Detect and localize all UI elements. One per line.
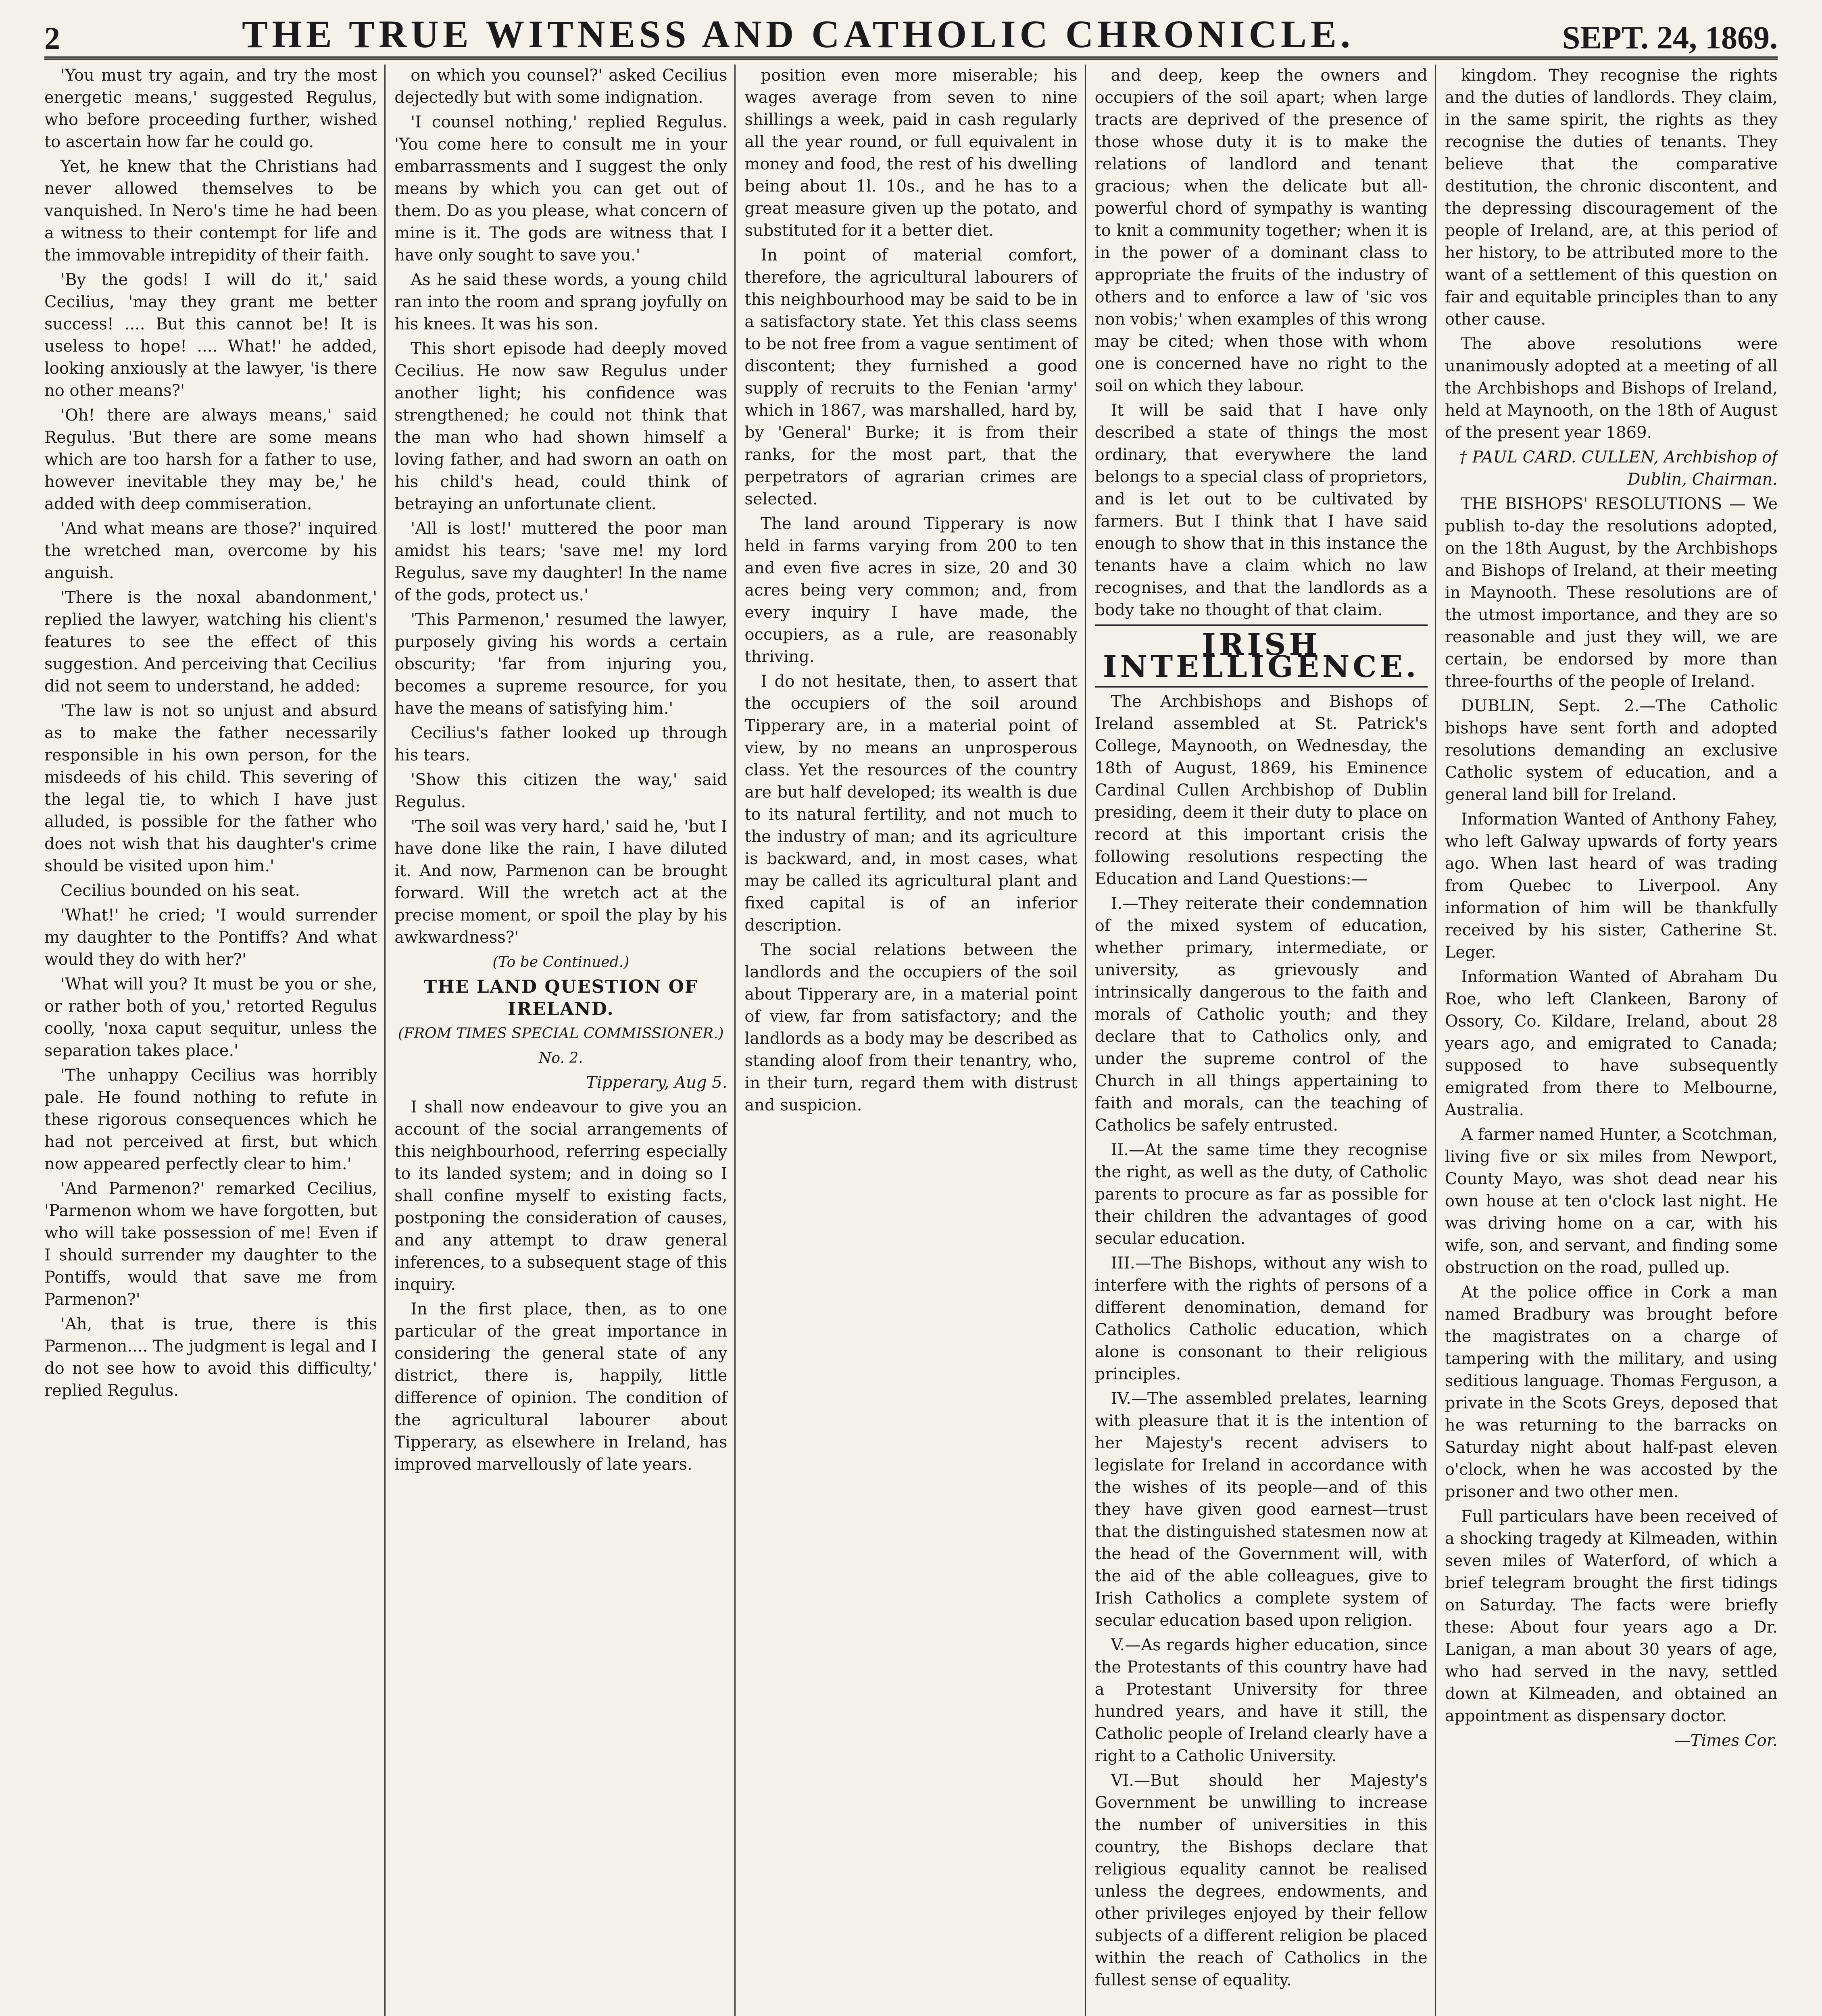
paragraph: A farmer named Hunter, a Scotchman, living five or six miles from Newport, County Mayo, was shot dead near his own house at ten o'clock last night. He was driving home on a car, with his wife, son, and servant, and finding some obstruction on the road, pulled up. (1445, 1125, 1778, 1277)
paragraph: 'What!' he cried; 'I would surrender my daughter to the Pontiffs? And what would they do with her?' (44, 906, 377, 969)
article-heading-land-question: THE LAND QUESTION OF IRELAND. (423, 977, 698, 1019)
paragraph: position even more miserable; his wages average from seven to nine shillings a week, paid in cash regularly all the year round, or full equivalent in money and food, the rest of his dwelling being about 1l. 10s., and he has to a great measure given up the potato, and substituted for it a better diet. (744, 66, 1078, 240)
article-number: No. 2. (538, 1050, 583, 1066)
column-2 (394, 65, 736, 2016)
issue-date: SEPT. 24, 1869. (1562, 20, 1778, 56)
paragraph: Cecilius bounded on his seat. (60, 881, 300, 900)
newspaper-title: THE TRUE WITNESS AND CATHOLIC CHRONICLE. (242, 12, 1354, 56)
paragraph: As he said these words, a young child ran into the room and sprang joyfully on his knees. It was his son. (394, 271, 728, 333)
source-attribution: —Times Cor. (1674, 1731, 1778, 1750)
paragraph: Information Wanted of Abraham Du Roe, who left Clankeen, Barony of Ossory, Co. Kildare, Ireland, about 28 years ago, and emigrated to Canada; supposed to have subsequently emigrated from there to Melbourne, Australia. (1445, 968, 1778, 1119)
paragraph: 'You must try again, and try the most energetic means,' suggested Regulus, who before proceeding further, wished to ascertain how far he could go. (44, 66, 377, 151)
paragraph: DUBLIN, Sept. 2.—The Catholic bishops have sent forth and adopted resolutions demanding an exclusive Catholic system of education, and a general land bill for Ireland. (1445, 697, 1778, 804)
paragraph: 'And Parmenon?' remarked Cecilius, 'Parmenon whom we have forgotten, but who will take possession of me! Even if I should surrender my daughter to the Pontiffs, would that save me from Parmenon?' (44, 1179, 377, 1309)
paragraph: Full particulars have been received of a shocking tragedy at Kilmeaden, within seven miles of Waterford, of which a brief telegram brought the first tidings on Saturday. The facts were briefly these: About four years ago a Dr. Lanigan, a man about 30 years of age, who had served in the navy, settled down at Kilmeaden, and obtained an appointment as dispensary doctor. (1445, 1507, 1778, 1725)
paragraph: and deep, keep the owners and occupiers of the soil apart; when large tracts are deprived of the presence of those whose duty it is to make the relations of landlord and tenant gracious; when the delicate but all-powerful chord of sympathy is wanting to knit a community together; when it is in the power of a dominant class to appropriate the fruits of the industry of others and to enforce a law of 'sic vos non vobis;' when examples of this wrong may be cited; when those with whom one is concerned have no right to the soil on which they labour. (1094, 66, 1428, 395)
paragraph: V.—As regards higher education, since the Protestants of this country have had a Protestant University for three hundred years, and have it still, the Catholic people of Ireland clearly have a right to a Catholic University. (1094, 1636, 1428, 1765)
to-be-continued: (To be Continued.) (492, 954, 630, 971)
paragraph: Yet, he knew that the Christians had never allowed themselves to be vanquished. In Nero's time he had been a witness to their contempt for life and the immovable intrepidity of their faith. (44, 157, 377, 264)
paragraph: 'What will you? It must be you or she, or rather both of you,' retorted Regulus coolly, 'noxa caput sequitur, unless the separation takes place.' (44, 975, 377, 1060)
paragraph: III.—The Bishops, without any wish to interfere with the rights of persons of a different denomination, demand for Catholics Catholic education, which alone is consonant to their religious principles. (1094, 1254, 1428, 1383)
paragraph: At the police office in Cork a man named Bradbury was brought before the magistrates on a charge of tampering with the military, and using seditious language. Thomas Ferguson, a private in the Scots Greys, deposed that he was returning to the barracks on Saturday night about half-past eleven o'clock, when he was accosted by the prisoner and two other men. (1445, 1283, 1778, 1501)
page-number: 2 (44, 21, 60, 56)
section-heading-irish-intelligence: IRISH INTELLIGENCE. (1095, 624, 1428, 688)
column-5 (1445, 65, 1778, 2016)
paragraph: I shall now endeavour to give you an account of the social arrangements of this neighbourhood, referring especially to its landed system; and in doing so I shall confine myself to existing facts, postponing the consideration of causes, and any attempt to draw general inferences, to a subsequent stage of this inquiry. (394, 1098, 728, 1294)
paragraph: This short episode had deeply moved Cecilius. He now saw Regulus under another light; his confidence was strengthened; he could not think that the man who had shown himself a loving father, and had sworn an oath on his child's head, could think of betraying an unfortunate client. (394, 339, 728, 513)
paragraph: VI.—But should her Majesty's Government be unwilling to increase the number of universities in this country, the Bishops declare that religious equality cannot be realised unless the degrees, endowments, and other privileges enjoyed by their fellow subjects of a different religion be placed within the reach of Catholics in the fullest sense of equality. (1094, 1771, 1428, 1989)
paragraph: IV.—The assembled prelates, learning with pleasure that it is the intention of her Majesty's recent advisers to legislate for Ireland in accordance with the wishes of its people—and of this they have given good earnest—trust that the distinguished statesmen now at the head of the Government will, with the aid of the able colleagues, give to Irish Catholics a complete system of secular education based upon religion. (1094, 1389, 1428, 1630)
column-3 (744, 65, 1086, 2016)
paragraph: In the first place, then, as to one particular of the great importance in considering the general state of any district, there is, happily, little difference of opinion. The condition of the agricultural labourer about Tipperary, as elsewhere in Ireland, has improved marvellously of late years. (394, 1300, 728, 1474)
dateline: Tipperary, Aug 5. (586, 1073, 728, 1092)
column-4 (1095, 65, 1436, 2016)
paragraph: 'Ah, that is true, there is this Parmenon.... The judgment is legal and I do not see how to avoid this difficulty,' replied Regulus. (44, 1315, 377, 1400)
paragraph: The social relations between the landlords and the occupiers of the soil about Tipperary are, in a material point of view, far from satisfactory; and the landlords as a body may be described as standing aloof from their tenantry, who, in their turn, regard them with distrust and suspicion. (744, 941, 1078, 1114)
paragraph: 'By the gods! I will do it,' said Cecilius, 'may they grant me better success! .... But this cannot be! It is useless to hope! .... What!' he added, looking anxiously at the lawyer, 'is there no other means?' (44, 271, 377, 400)
paragraph: Information Wanted of Anthony Fahey, who left Galway upwards of forty years ago. When last heard of was trading from Quebec to Liverpool. Any information of him will be thankfully received by his sister, Catherine St. Leger. (1445, 810, 1778, 962)
paragraph: THE BISHOPS' RESOLUTIONS — We publish to-day the resolutions adopted, on the 18th August, by the Archbishops and Bishops of Ireland, at their meeting in Maynooth. These resolutions are of the utmost importance, and they are so reasonable and just they will, we are certain, be endorsed by more than three-fourths of the people of Ireland. (1445, 495, 1778, 691)
paragraph: I do not hesitate, then, to assert that the occupiers of the soil around Tipperary are, in a material point of view, by no means an unprosperous class. Yet the resources of the country are but half developed; its wealth is due to its natural fertility, and not much to the industry of man; and its agriculture is backward, and, in most cases, what may be called its agricultural plant and fixed capital is of an inferior description. (744, 672, 1078, 935)
article-subheading: (FROM TIMES SPECIAL COMMISSIONER.) (398, 1025, 724, 1042)
paragraph: It will be said that I have only described a state of things the most ordinary, that everywhere the land belongs to a special class of proprietors, and is let out to be cultivated by farmers. But I think that I have said enough to show that in this instance the tenants have a claim which no law recognises, and that the landlords as a body take no thought of that claim. (1094, 401, 1428, 619)
paragraph: 'All is lost!' muttered the poor man amidst his tears; 'save me! my lord Regulus, save my daughter! In the name of the gods, protect us.' (394, 519, 728, 604)
masthead (44, 12, 1778, 60)
paragraph: 'Oh! there are always means,' said Regulus. 'But there are some means which are too harsh for a father to use, however inevitable they may be,' he added with deep commiseration. (44, 406, 377, 513)
paragraph: 'Show this citizen the way,' said Regulus. (394, 771, 728, 811)
paragraph: Cecilius's father looked up through his tears. (394, 724, 728, 764)
paragraph: 'I counsel nothing,' replied Regulus. 'You come here to consult me in your embarrassments and I suggest the only means by which you can get out of them. Do as you please, what concern of mine is it. The gods are witness that I have only sought to save you.' (394, 113, 728, 264)
paragraph: kingdom. They recognise the rights and the duties of landlords. They claim, in the same spirit, the rights as they recognise the duties of tenants. They believe that the comparative destitution, the chronic discontent, and the depressing discouragement of the people of Ireland, are, at this period of her history, to be attributed more to the want of a settlement of this question on fair and equitable principles than to any other cause. (1445, 66, 1778, 329)
paragraph: The land around Tipperary is now held in farms varying from 200 to ten and even five acres in size, 20 and 30 acres being very common; and, from every inquiry I have made, the occupiers, as a rule, are reasonably thriving. (744, 514, 1078, 666)
paragraph: 'The unhappy Cecilius was horribly pale. He found nothing to refute in these rigorous consequences which he had not perceived at first, but which now appeared perfectly clear to him.' (44, 1066, 377, 1173)
paragraph: In point of material comfort, therefore, the agricultural labourers of this neighbourhood may be said to be in a satisfactory state. Yet this class seems to be not free from a vague sentiment of discontent; they furnished a good supply of recruits to the Fenian 'army' which in 1867, was marshalled, hard by, by 'General' Burke; it is from their ranks, for the most part, that the perpetrators of agrarian crimes are selected. (744, 246, 1078, 508)
paragraph: II.—At the same time they recognise the right, as well as the duty, of Catholic parents to procure as far as possible for their children the advantages of good secular education. (1094, 1141, 1428, 1248)
column-1 (44, 65, 386, 2016)
paragraph: on which you counsel?' asked Cecilius dejectedly but with some indignation. (394, 66, 728, 107)
paragraph: The above resolutions were unanimously adopted at a meeting of all the Archbishops and Bishops of Ireland, held at Maynooth, on the 18th of August of the present year 1869. (1445, 335, 1778, 442)
paragraph: 'This Parmenon,' resumed the lawyer, purposely giving his words a certain obscurity; 'far from injuring you, becomes a supreme resource, for you have the means of satisfying him.' (394, 610, 728, 718)
signature: † PAUL CARD. CULLEN, Archbishop of Dublin, Chairman. (1459, 448, 1778, 489)
paragraph: I.—They reiterate their condemnation of the mixed system of education, whether primary, intermediate, or university, as grievously and intrinsically dangerous to the faith and morals of Catholic youth; and they declare that to Catholics only, and under the supreme control of the Church in all things appertaining to faith and morals, can the teaching of Catholics be safely entrusted. (1094, 894, 1428, 1135)
paragraph: 'And what means are those?' inquired the wretched man, overcome by his anguish. (44, 519, 377, 582)
paragraph: 'There is the noxal abandonment,' replied the lawyer, watching his client's features to see the effect of this suggestion. And perceiving that Cecilius did not seem to understand, he added: (44, 588, 377, 696)
paragraph: The Archbishops and Bishops of Ireland assembled at St. Patrick's College, Maynooth, on Wednesday, the 18th of August, 1869, his Eminence Cardinal Cullen Archbishop of Dublin presiding, deem it their duty to place on record at this important crisis the following resolutions respecting the Education and Land Questions:— (1094, 692, 1428, 888)
columns (44, 65, 1778, 2016)
paragraph: 'The law is not so unjust and absurd as to make the father necessarily responsible in his own person, for the misdeeds of his child. This severing of the legal tie, to which I have just alluded, is possible for the father who does not wish that his daughter's crime should be visited upon him.' (44, 702, 377, 875)
paragraph: 'The soil was very hard,' said he, 'but I have done like the rain, I have diluted it. And now, Parmenon can be brought forward. Will the wretch act at the precise moment, or spoil the play by his awkwardness?' (394, 817, 728, 947)
